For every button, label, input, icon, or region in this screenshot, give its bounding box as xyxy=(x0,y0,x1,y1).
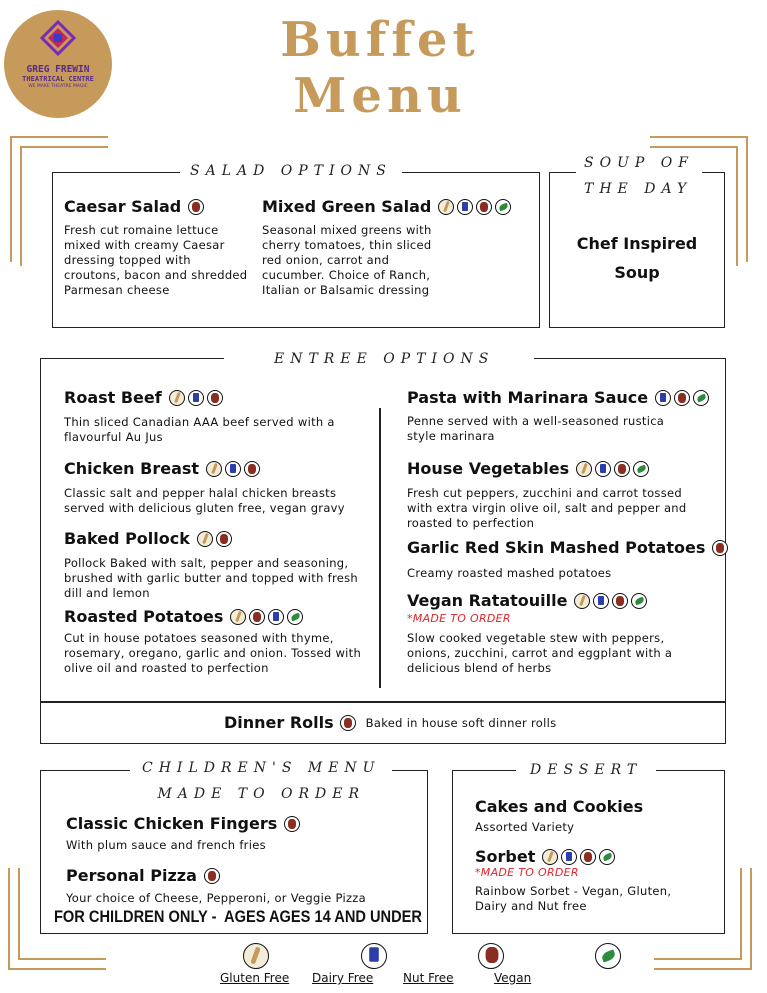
nut-free-icon xyxy=(284,816,300,832)
personal-pizza-desc: Your choice of Cheese, Pepperoni, or Veggie Pizza xyxy=(66,891,366,905)
entree-divider xyxy=(379,408,381,688)
nut-free-icon xyxy=(476,199,492,215)
chicken-fingers-desc: With plum sauce and french fries xyxy=(66,838,266,852)
sorbet-made-to-order-note: *MADE TO ORDER xyxy=(475,866,579,879)
soup-title-line1: SOUP OF xyxy=(584,155,694,171)
vegan-icon xyxy=(693,390,709,406)
nut-free-icon xyxy=(188,199,204,215)
gluten-free-icon xyxy=(169,390,185,406)
vegan-ratatouille-desc: Slow cooked vegetable stew with peppers, onions, zucchini, carrot and eggplant with a delicious blend of herbs xyxy=(407,631,673,675)
children-footnote: FOR CHILDREN ONLY - AGES AGES 14 AND UNDER xyxy=(54,907,422,926)
vegan-icon xyxy=(495,199,511,215)
personal-pizza-title xyxy=(66,866,220,885)
item-name: Classic Chicken Fingers xyxy=(66,814,278,833)
children-title xyxy=(130,755,392,807)
mixed-green-salad-title xyxy=(262,197,511,216)
rolls-divider xyxy=(40,701,726,703)
mixed-green-salad-desc: Seasonal mixed greens with cherry tomatoes, thin sliced red onion, carrot and cucumber. Choice of Ranch, Italian or Balsamic dressing xyxy=(262,223,432,297)
item-name: Sorbet xyxy=(475,847,536,866)
nut-free-icon xyxy=(614,461,630,477)
made-to-order-note: *MADE TO ORDER xyxy=(407,612,511,625)
chicken-fingers-title xyxy=(66,814,300,833)
dairy-free-icon xyxy=(561,849,577,865)
vegan-icon xyxy=(633,461,649,477)
nut-free-icon xyxy=(340,715,356,731)
gluten-free-icon xyxy=(576,461,592,477)
item-name: Personal Pizza xyxy=(66,866,197,885)
nut-free-icon xyxy=(674,390,690,406)
sorbet-desc: Rainbow Sorbet - Vegan, Gluten, Dairy and Nut free xyxy=(475,884,672,913)
gluten-free-legend-icon xyxy=(243,943,269,969)
nut-free-legend-label: Nut Free xyxy=(403,971,454,985)
nut-free-icon xyxy=(244,461,260,477)
item-name: Roast Beef xyxy=(64,388,162,407)
dairy-free-icon xyxy=(595,461,611,477)
vegan-legend-icon xyxy=(595,943,621,969)
dairy-free-icon xyxy=(225,461,241,477)
house-vegetables-title xyxy=(407,459,649,478)
item-name: Pasta with Marinara Sauce xyxy=(407,388,649,407)
gluten-free-icon xyxy=(438,199,454,215)
dessert-title: DESSERT xyxy=(516,762,656,778)
item-name: Caesar Salad xyxy=(64,197,182,216)
cakes-cookies-desc: Assorted Variety xyxy=(475,820,575,834)
item-name: House Vegetables xyxy=(407,459,570,478)
title-line2: Menu xyxy=(293,68,467,124)
gluten-free-legend-label: Gluten Free xyxy=(220,971,290,985)
cakes-cookies-title xyxy=(475,797,647,816)
chicken-breast-title xyxy=(64,459,260,478)
roast-beef-title xyxy=(64,388,223,407)
logo-line2: THEATRICAL CENTRE xyxy=(22,75,94,83)
children-title-line2: MADE TO ORDER xyxy=(157,786,366,802)
baked-pollock-title xyxy=(64,529,232,548)
vegan-icon xyxy=(599,849,615,865)
entree-title: ENTREE OPTIONS xyxy=(224,351,534,367)
item-name: Roasted Potatoes xyxy=(64,607,224,626)
pasta-marinara-desc: Penne served with a well-seasoned rustica style marinara xyxy=(407,414,665,443)
caesar-salad-title xyxy=(64,197,204,216)
dairy-free-legend-label: Dairy Free xyxy=(312,971,374,985)
gluten-free-icon xyxy=(574,593,590,609)
title-line1: Buffet xyxy=(280,12,480,68)
page-title xyxy=(200,12,560,124)
gluten-free-icon xyxy=(230,609,246,625)
soup-name xyxy=(552,229,722,287)
sorbet-title xyxy=(475,847,615,866)
logo-line1: GREG FREWIN xyxy=(26,64,90,75)
item-name: Chicken Breast xyxy=(64,459,200,478)
chicken-breast-desc: Classic salt and pepper halal chicken breasts served with delicious gluten free, vegan gravy xyxy=(64,486,345,515)
dairy-free-icon xyxy=(188,390,204,406)
salad-title: SALAD OPTIONS xyxy=(180,163,402,179)
vegan-ratatouille-title xyxy=(407,591,647,610)
nut-free-icon xyxy=(249,609,265,625)
nut-free-icon xyxy=(580,849,596,865)
soup-title-line2: THE DAY xyxy=(584,181,693,197)
caesar-salad-desc: Fresh cut romaine lettuce mixed with creamy Caesar dressing topped with croutons, bacon and shredded Parmesan cheese xyxy=(64,223,248,297)
house-vegetables-desc: Fresh cut peppers, zucchini and carrot tossed with extra virgin olive oil, salt and pepper and roasted to perfection xyxy=(407,486,687,530)
gluten-free-icon xyxy=(197,531,213,547)
item-name: Baked Pollock xyxy=(64,529,190,548)
soup-name-line1: Chef Inspired xyxy=(576,234,698,253)
roasted-potatoes-desc: Cut in house potatoes seasoned with thyme, rosemary, oregano, garlic and onion. Tossed with olive oil and roasted to perfection xyxy=(64,631,362,675)
item-name: Garlic Red Skin Mashed Potatoes xyxy=(407,538,706,557)
dairy-free-icon xyxy=(655,390,671,406)
item-name: Vegan Ratatouille xyxy=(407,591,568,610)
nut-free-icon xyxy=(712,540,728,556)
nut-free-icon xyxy=(207,390,223,406)
dairy-free-legend-icon xyxy=(361,943,387,969)
logo-tagline: WE MAKE THEATRE MAGIC xyxy=(28,84,88,89)
nut-free-legend-icon xyxy=(478,943,504,969)
pasta-marinara-title xyxy=(407,388,709,407)
vegan-icon xyxy=(287,609,303,625)
logo-mark-icon xyxy=(38,20,78,60)
baked-pollock-desc: Pollock Baked with salt, pepper and seasoning, brushed with garlic butter and topped with fresh dill and lemon xyxy=(64,556,358,600)
vegan-legend-label: Vegan xyxy=(494,971,532,985)
roast-beef-desc: Thin sliced Canadian AAA beef served with a flavourful Au Jus xyxy=(64,415,335,444)
gluten-free-icon xyxy=(206,461,222,477)
item-desc: Baked in house soft dinner rolls xyxy=(365,715,557,730)
soup-name-line2: Soup xyxy=(614,263,660,282)
nut-free-icon xyxy=(204,868,220,884)
dairy-free-icon xyxy=(457,199,473,215)
nut-free-icon xyxy=(612,593,628,609)
item-name: Cakes and Cookies xyxy=(475,797,644,816)
dairy-free-icon xyxy=(593,593,609,609)
nut-free-icon xyxy=(216,531,232,547)
mashed-potatoes-title xyxy=(407,538,728,557)
gluten-free-icon xyxy=(542,849,558,865)
roasted-potatoes-title xyxy=(64,607,303,626)
soup-title xyxy=(576,150,702,202)
dairy-free-icon xyxy=(268,609,284,625)
children-title-line1: CHILDREN'S MENU xyxy=(142,760,381,776)
item-name: Mixed Green Salad xyxy=(262,197,432,216)
item-name: Dinner Rolls xyxy=(224,713,334,732)
logo xyxy=(4,10,112,118)
dinner-rolls xyxy=(224,713,556,732)
mashed-potatoes-desc: Creamy roasted mashed potatoes xyxy=(407,566,612,580)
vegan-icon xyxy=(631,593,647,609)
